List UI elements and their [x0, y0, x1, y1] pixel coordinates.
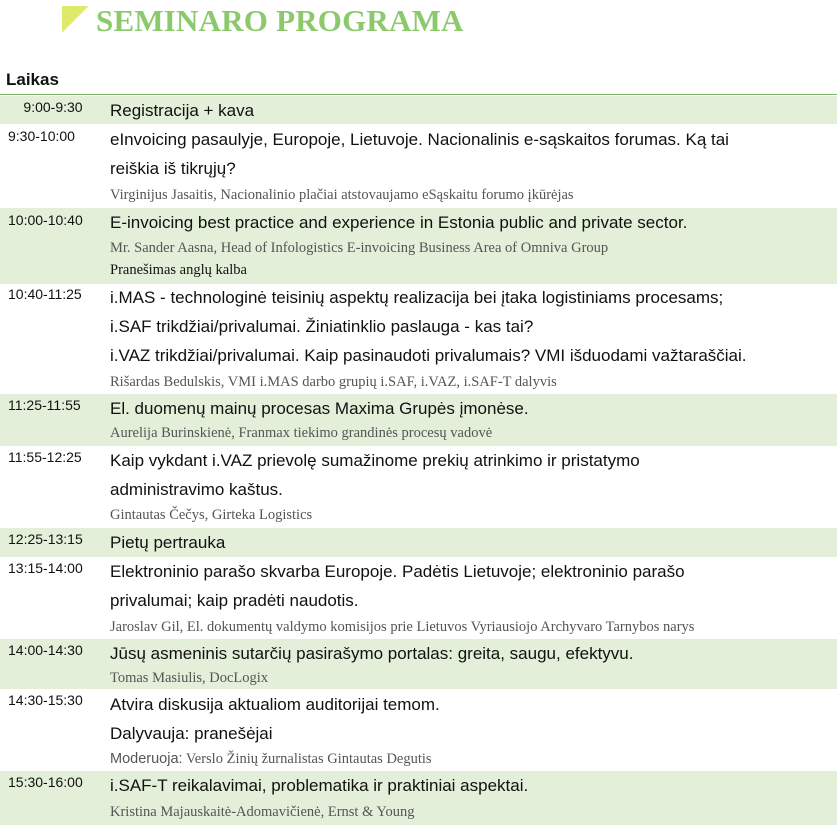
session-row — [0, 771, 837, 825]
session-time: 12:25-13:15 — [8, 531, 83, 547]
session-time: 11:25-11:55 — [8, 397, 81, 413]
session-title-line: eInvoicing pasaulyje, Europoje, Lietuvoje. Nacionalinis e-sąskaitos forumas. Ką tai — [110, 130, 729, 149]
moderator-name: Verslo Žinių žurnalistas Gintautas Degutis — [182, 751, 432, 767]
session-speaker: Kristina Majauskaitė-Adomavičienė, Ernst & Young — [110, 804, 415, 820]
session-time: 14:30-15:30 — [8, 692, 83, 708]
session-title-line: i.SAF trikdžiai/privalumai. Žiniatinklio paslauga - kas tai? — [110, 317, 534, 336]
session-time: 10:00-10:40 — [8, 212, 83, 228]
session-row — [0, 208, 837, 284]
page-title: SEMINARO PROGRAMA — [96, 3, 464, 38]
session-title-line: Elektroninio parašo skvarba Europoje. Padėtis Lietuvoje; elektroninio parašo — [110, 562, 685, 581]
session-row — [0, 284, 837, 394]
session-row — [0, 394, 837, 446]
session-row — [0, 557, 837, 639]
session-speaker: Mr. Sander Aasna, Head of Infologistics E-invoicing Business Area of Omniva Group — [110, 240, 609, 256]
session-title-line: reiškia iš tikrųjų? — [110, 159, 236, 178]
moderator-label: Moderuoja: — [110, 751, 183, 767]
session-speaker: Virginijus Jasaitis, Nacionalinio plačiai atstovaujamo eSąskaitu forumo įkūrėjas — [110, 187, 574, 203]
session-time: 14:00-14:30 — [8, 642, 83, 658]
session-title: Pietų pertrauka — [110, 533, 226, 552]
session-speaker: Jaroslav Gil, El. dokumentų valdymo komisijos prie Lietuvos Vyriausiojo Archyvaro Tarnybos narys — [110, 619, 695, 635]
session-title-line: El. duomenų mainų procesas Maxima Grupės įmonėse. — [110, 399, 529, 418]
session-title-line: Jūsų asmeninis sutarčių pasirašymo portalas: greita, saugu, efektyvu. — [110, 644, 634, 663]
session-row-lunch — [0, 528, 837, 557]
title-flag-icon — [62, 6, 90, 32]
session-title-line: administravimo kaštus. — [110, 480, 283, 499]
session-title-line: i.SAF-T reikalavimai, problematika ir praktiniai aspektai. — [110, 776, 529, 795]
time-column-header: Laikas — [6, 70, 59, 89]
session-time: 11:55-12:25 — [8, 449, 82, 465]
session-speaker: Gintautas Čečys, Girteka Logistics — [110, 507, 313, 523]
session-moderator — [110, 751, 432, 768]
session-title-line: privalumai; kaip pradėti naudotis. — [110, 591, 359, 610]
session-title-line: i.VAZ trikdžiai/privalumai. Kaip pasinaudoti privalumais? VMI išduodami važtaraščiai. — [110, 346, 747, 365]
session-language-note: Pranešimas anglų kalba — [110, 262, 247, 278]
session-title-line: i.MAS - technologinė teisinių aspektų realizacija bei įtaka logistiniams procesams; — [110, 288, 724, 307]
session-row-discussion — [0, 689, 837, 771]
session-speaker: Rišardas Bedulskis, VMI i.MAS darbo grupių i.SAF, i.VAZ, i.SAF-T dalyvis — [110, 374, 557, 390]
session-time: 13:15-14:00 — [8, 560, 83, 576]
session-time: 9:00-9:30 — [23, 99, 83, 115]
session-title: Registracija + kava — [110, 101, 255, 120]
session-speaker: Aurelija Burinskienė, Franmax tiekimo grandinės procesų vadovė — [110, 425, 493, 441]
header-divider — [0, 94, 837, 95]
session-title-line: Kaip vykdant i.VAZ prievolę sumažinome prekių atrinkimo ir pristatymo — [110, 451, 640, 470]
session-time: 9:30-10:00 — [8, 128, 75, 144]
session-title-line: Atvira diskusija aktualiom auditorijai temom. — [110, 695, 440, 714]
session-row — [0, 639, 837, 689]
session-row — [0, 124, 837, 208]
session-time: 15:30-16:00 — [8, 774, 83, 790]
session-time: 10:40-11:25 — [8, 286, 82, 302]
session-row — [0, 446, 837, 528]
session-row-registration — [0, 96, 837, 124]
session-speaker: Tomas Masiulis, DocLogix — [110, 670, 269, 686]
session-title-line: E-invoicing best practice and experience in Estonia public and private sector. — [110, 213, 688, 232]
session-title-line: Dalyvauja: pranešėjai — [110, 724, 273, 743]
